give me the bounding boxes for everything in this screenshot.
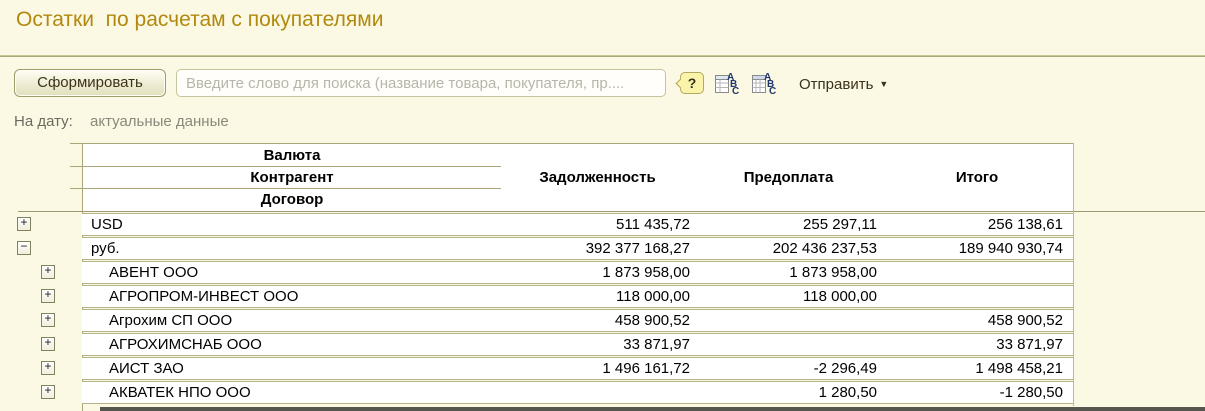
row-prepayment-value	[695, 310, 877, 331]
row-name: АВЕНТ ООО	[109, 264, 199, 281]
page-title: Остатки по расчетам с покупателями	[16, 8, 384, 31]
help-bubble-tail	[676, 79, 686, 89]
row-debt-value: 511 435,72	[616, 216, 690, 233]
row-total-value	[882, 286, 1063, 307]
row-debt-value: 458 900,52	[614, 312, 690, 329]
table-row[interactable]	[0, 237, 1205, 260]
row-name: АГРОХИМСНАБ ООО	[109, 336, 262, 353]
row-debt-value: 392 377 168,27	[585, 240, 690, 257]
row-debt-value: 118 000,00	[616, 288, 690, 305]
svg-text:C: C	[769, 86, 777, 95]
row-cells	[82, 213, 1073, 236]
row-prepayment-value: 255 297,11	[803, 216, 877, 233]
export-table-alt-icon[interactable]	[751, 70, 777, 95]
row-total-value: 256 138,61	[987, 216, 1063, 233]
table-top-border	[70, 143, 1073, 144]
chevron-down-icon: ▼	[879, 79, 889, 89]
on-date-value[interactable]: актуальные данные	[90, 113, 229, 130]
row-prepayment-value: -2 296,49	[813, 360, 877, 377]
help-icon[interactable]	[680, 72, 704, 94]
row-name: АИСТ ЗАО	[109, 360, 184, 377]
row-prepayment-value: 118 000,00	[803, 288, 877, 305]
column-header-prepayment: Предоплата	[743, 169, 834, 186]
table-row[interactable]	[0, 333, 1205, 356]
row-prepayment-value	[695, 334, 877, 355]
header-row-separator	[70, 188, 501, 189]
column-header-total: Итого	[955, 169, 999, 186]
row-debt-value: 1 873 958,00	[602, 264, 690, 281]
row-total-value: 458 900,52	[987, 312, 1063, 329]
row-cells	[82, 237, 1073, 260]
row-name: АГРОПРОМ-ИНВЕСТ ООО	[109, 288, 299, 305]
table-row[interactable]	[0, 357, 1205, 380]
on-date-label: На дату:	[14, 113, 73, 130]
expand-icon[interactable]: +	[41, 385, 55, 399]
svg-text:A: A	[727, 72, 735, 83]
search-input[interactable]	[176, 69, 666, 97]
row-total-value	[882, 262, 1063, 283]
row-cells	[82, 261, 1073, 284]
table-row[interactable]	[0, 381, 1205, 404]
row-debt-value: 33 871,97	[623, 336, 690, 353]
column-header-contract: Договор	[260, 191, 324, 208]
row-name: АКВАТЕК НПО ООО	[109, 384, 251, 401]
row-name: USD	[91, 216, 123, 233]
row-debt-value	[500, 382, 690, 403]
send-menu-button[interactable]	[799, 74, 888, 94]
row-name: руб.	[91, 240, 120, 257]
clipped-row-edge	[100, 407, 1205, 411]
header-bottom-border	[18, 211, 1205, 212]
expand-icon[interactable]: +	[41, 361, 55, 375]
header-row-separator	[70, 166, 501, 167]
row-total-value: 1 498 458,21	[975, 360, 1063, 377]
table-row[interactable]	[0, 213, 1205, 236]
row-name: Агрохим СП ООО	[109, 312, 233, 329]
table-row[interactable]	[0, 285, 1205, 308]
row-total-value: -1 280,50	[999, 384, 1063, 401]
row-cells	[82, 333, 1073, 356]
title-separator	[0, 55, 1205, 57]
column-header-currency: Валюта	[263, 147, 321, 164]
svg-text:C: C	[732, 86, 740, 95]
expand-icon[interactable]: +	[41, 337, 55, 351]
row-total-value: 33 871,97	[996, 336, 1063, 353]
export-table-icon[interactable]	[714, 70, 740, 95]
table-rows	[0, 213, 1205, 406]
row-cells	[82, 309, 1073, 332]
table-row[interactable]	[0, 309, 1205, 332]
generate-report-button[interactable]: Сформировать	[14, 69, 166, 97]
svg-text:B: B	[730, 79, 738, 90]
row-cells	[82, 357, 1073, 380]
collapse-icon[interactable]: −	[17, 241, 31, 255]
row-prepayment-value: 1 873 958,00	[789, 264, 877, 281]
column-header-counterparty: Контрагент	[250, 169, 334, 186]
row-debt-value: 1 496 161,72	[602, 360, 690, 377]
row-cells	[82, 381, 1073, 404]
row-prepayment-value: 202 436 237,53	[772, 240, 877, 257]
column-header-debt: Задолженность	[539, 169, 656, 186]
row-cells	[82, 285, 1073, 308]
expand-icon[interactable]: +	[41, 265, 55, 279]
expand-icon[interactable]: +	[41, 313, 55, 327]
row-prepayment-value: 1 280,50	[818, 384, 877, 401]
svg-text:B: B	[767, 79, 775, 90]
row-total-value: 189 940 930,74	[958, 240, 1063, 257]
help-question-mark: ?	[687, 75, 697, 91]
send-label: Отправить	[799, 76, 874, 93]
expand-icon[interactable]: +	[41, 289, 55, 303]
svg-text:A: A	[764, 72, 772, 83]
table-row[interactable]	[0, 261, 1205, 284]
expand-icon[interactable]: +	[17, 217, 31, 231]
